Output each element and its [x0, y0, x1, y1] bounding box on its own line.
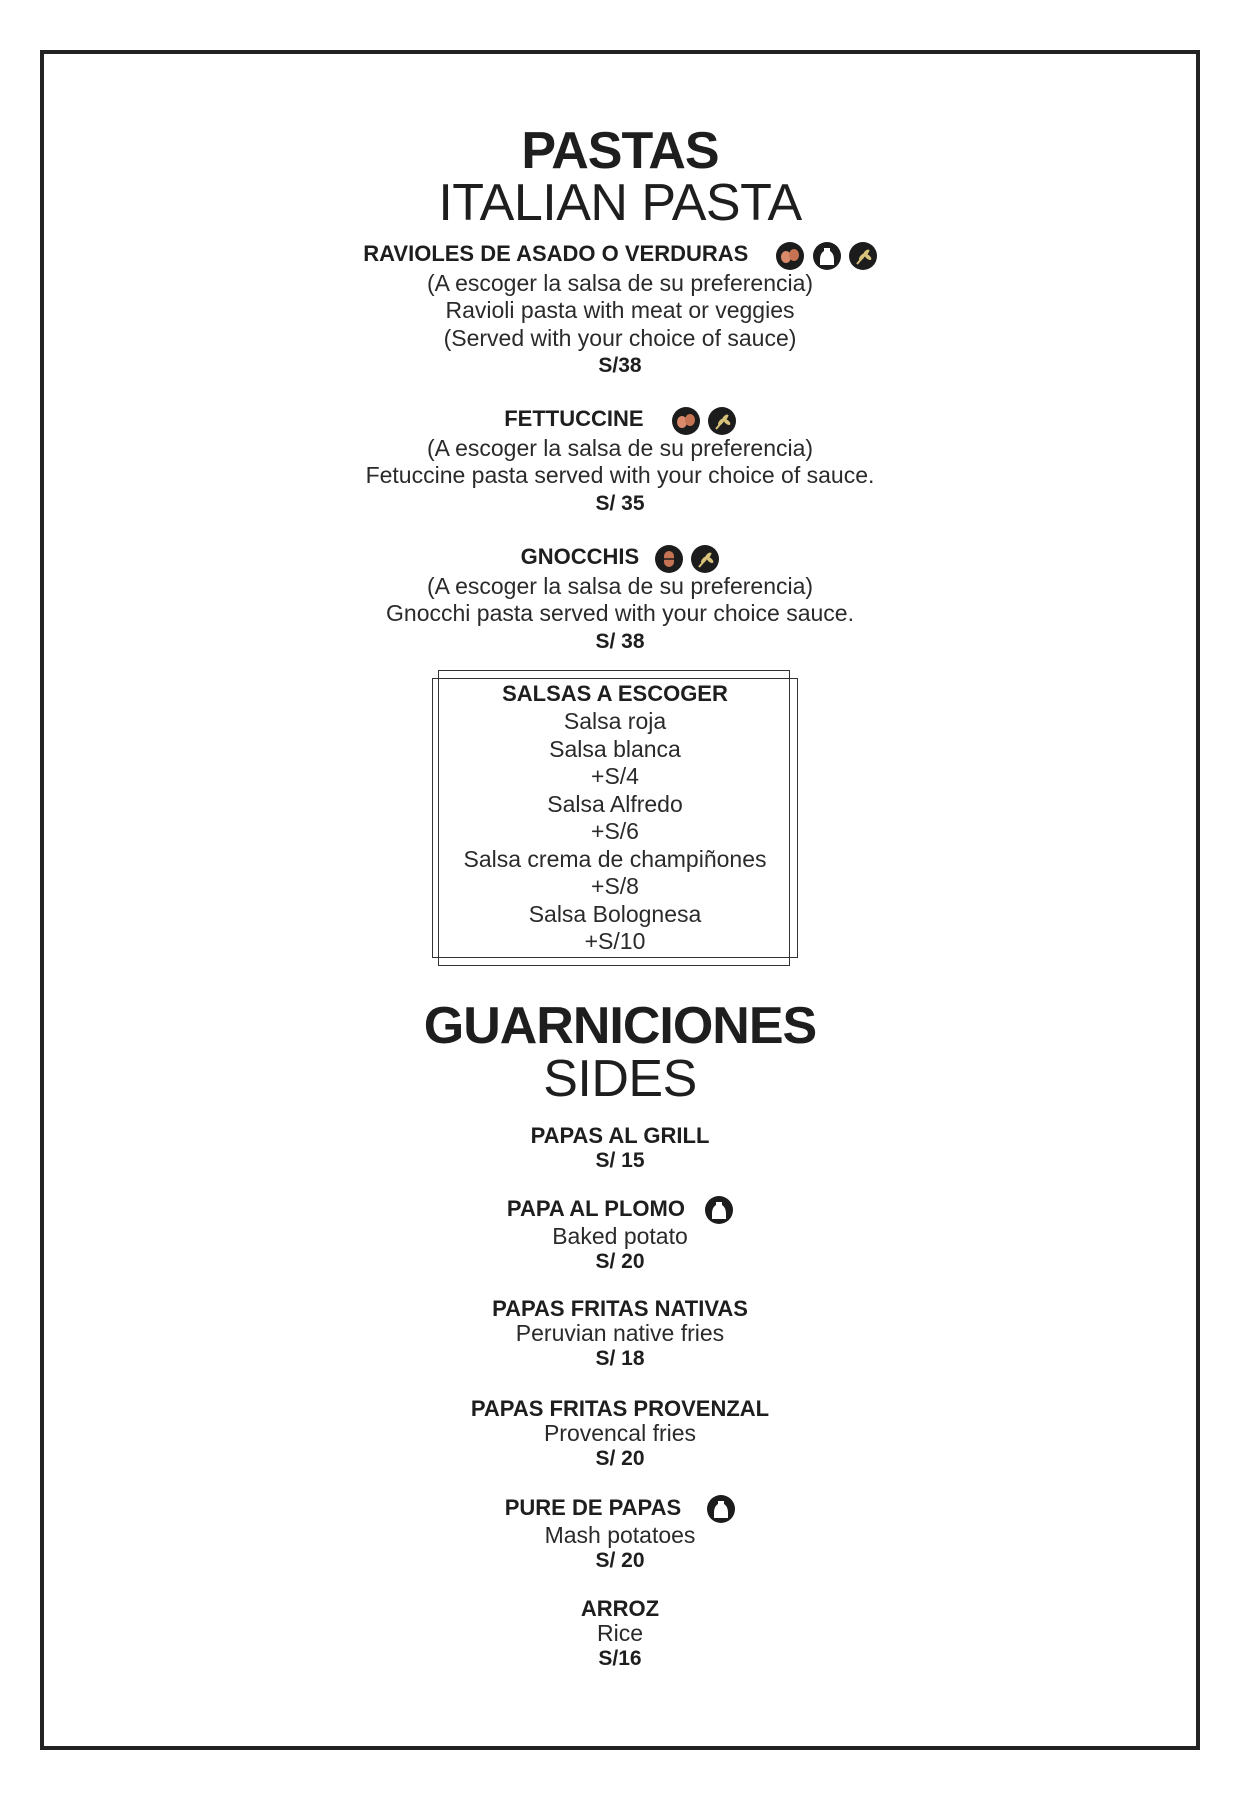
item-desc: Provencal fries	[543, 1420, 697, 1446]
item-price: S/ 18	[595, 1347, 645, 1370]
item-name: GNOCCHIS	[520, 544, 640, 569]
allergen-icons	[705, 1495, 735, 1523]
item-desc-note: (Served with your choice of sauce)	[443, 324, 797, 351]
side-item-papas-fritas-nativas	[0, 1296, 1240, 1371]
menu-item-ravioles	[0, 240, 1240, 379]
item-name: ARROZ	[580, 1596, 660, 1621]
item-price: S/16	[598, 1647, 642, 1670]
dairy-icon	[705, 1196, 733, 1224]
item-desc: Rice	[596, 1620, 643, 1646]
allergen-icons	[703, 1196, 733, 1224]
side-item-arroz	[0, 1596, 1240, 1671]
item-desc: Peruvian native fries	[515, 1320, 725, 1346]
sauce-line: Salsa crema de champiñones	[463, 845, 767, 872]
item-desc-es: (A escoger la salsa de su preferencia)	[426, 269, 814, 296]
allergen-icons	[653, 544, 719, 573]
allergen-icons	[670, 406, 736, 435]
pastas-title: PASTAS	[521, 122, 719, 180]
item-price: S/ 20	[595, 1250, 645, 1274]
item-name: RAVIOLES DE ASADO O VERDURAS	[363, 241, 749, 266]
item-desc-es: (A escoger la salsa de su preferencia)	[426, 572, 814, 599]
item-price: S/ 20	[595, 1549, 645, 1573]
sides-subtitle: SIDES	[543, 1050, 697, 1108]
peanut-icon	[655, 545, 683, 573]
item-price: S/ 38	[595, 629, 645, 653]
item-price: S/ 20	[595, 1447, 645, 1470]
side-item-papa-al-plomo	[0, 1196, 1240, 1274]
item-name: PAPA AL PLOMO	[506, 1196, 685, 1221]
item-desc: Mash potatoes	[544, 1522, 696, 1549]
item-desc-en: Ravioli pasta with meat or veggies	[445, 297, 795, 324]
item-price: S/ 15	[595, 1149, 645, 1172]
nuts-icon	[672, 407, 700, 435]
sides-title: GUARNICIONES	[423, 997, 817, 1055]
gluten-icon	[691, 545, 719, 573]
side-item-pure-de-papas	[0, 1495, 1240, 1573]
menu-item-fettuccine	[0, 405, 1240, 517]
item-price: S/38	[598, 354, 642, 378]
item-name: PAPAS FRITAS PROVENZAL	[470, 1396, 770, 1421]
side-item-papas-fritas-provenzal	[0, 1396, 1240, 1471]
nuts-icon	[776, 242, 804, 270]
gluten-icon	[708, 407, 736, 435]
sauce-price: +S/6	[591, 818, 639, 844]
sauce-line: Salsa Bolognesa	[528, 900, 702, 927]
dairy-icon	[707, 1495, 735, 1523]
side-item-papas-al-grill	[0, 1123, 1240, 1173]
item-name: PURE DE PAPAS	[504, 1495, 682, 1520]
dairy-icon	[813, 242, 841, 270]
sauces-title: SALSAS A ESCOGER	[502, 681, 728, 706]
item-desc-en: Fetuccine pasta served with your choice of sauce.	[365, 462, 875, 489]
pastas-subtitle: ITALIAN PASTA	[438, 174, 802, 232]
sauces-box	[432, 670, 798, 966]
item-name: PAPAS AL GRILL	[530, 1123, 710, 1148]
sauce-price: +S/4	[591, 763, 639, 789]
menu-item-gnocchis	[0, 543, 1240, 655]
sauce-line: Salsa blanca	[549, 735, 681, 762]
item-desc-es: (A escoger la salsa de su preferencia)	[426, 434, 814, 461]
sauce-line: Salsa roja	[563, 708, 667, 734]
item-name: PAPAS FRITAS NATIVAS	[492, 1296, 748, 1321]
item-price: S/ 35	[595, 491, 645, 515]
gluten-icon	[849, 242, 877, 270]
sauce-price: +S/10	[584, 928, 646, 954]
sauce-price: +S/8	[591, 873, 639, 899]
allergen-icons	[774, 241, 876, 270]
item-desc-en: Gnocchi pasta served with your choice sauce.	[386, 600, 854, 627]
sauce-line: Salsa Alfredo	[547, 790, 683, 817]
item-name: FETTUCCINE	[504, 406, 644, 431]
item-desc: Baked potato	[552, 1223, 688, 1250]
